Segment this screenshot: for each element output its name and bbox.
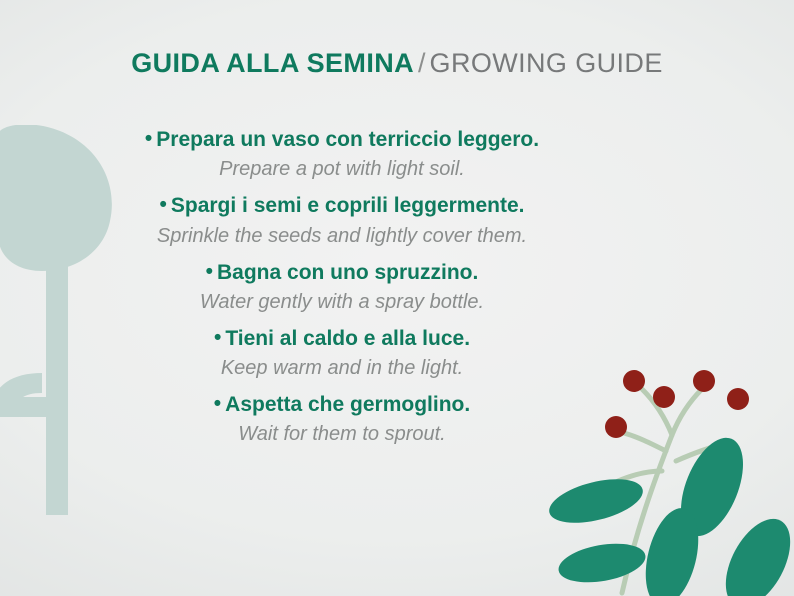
list-item [0,325,794,382]
page-title-english: GROWING GUIDE [429,48,663,78]
step-italian-text: Bagna con uno spruzzino. [217,260,479,284]
bullet-icon: • [213,325,222,349]
page-title-separator: / [418,48,426,78]
page-title-italian: GUIDA ALLA SEMINA [131,48,415,78]
step-italian-text: Aspetta che germoglino. [225,393,471,417]
list-item [0,391,794,448]
step-english: Wait for them to sprout. [238,423,446,446]
step-english: Keep warm and in the light. [220,357,464,380]
list-item [0,192,794,249]
bullet-icon: • [159,193,167,217]
list-item [0,126,794,183]
step-italian [0,391,794,418]
step-italian-text: Prepara un vaso con terriccio leggero. [156,128,540,151]
step-italian [0,192,794,219]
bullet-icon: • [205,259,213,283]
step-english: Water gently with a spray bottle. [199,290,485,313]
list-item [0,259,794,316]
step-italian-text: Tieni al caldo e alla luce. [225,326,471,350]
step-italian-text: Spargi i semi e coprili leggermente. [170,194,525,218]
steps-list [0,126,794,457]
step-italian [0,126,794,153]
bullet-icon: • [144,127,153,150]
step-italian [0,259,794,286]
step-english: Sprinkle the seeds and lightly cover them. [156,224,528,247]
page-title [0,48,794,79]
step-italian [0,325,794,352]
bullet-icon: • [213,392,222,416]
step-english: Prepare a pot with light soil. [219,158,465,181]
